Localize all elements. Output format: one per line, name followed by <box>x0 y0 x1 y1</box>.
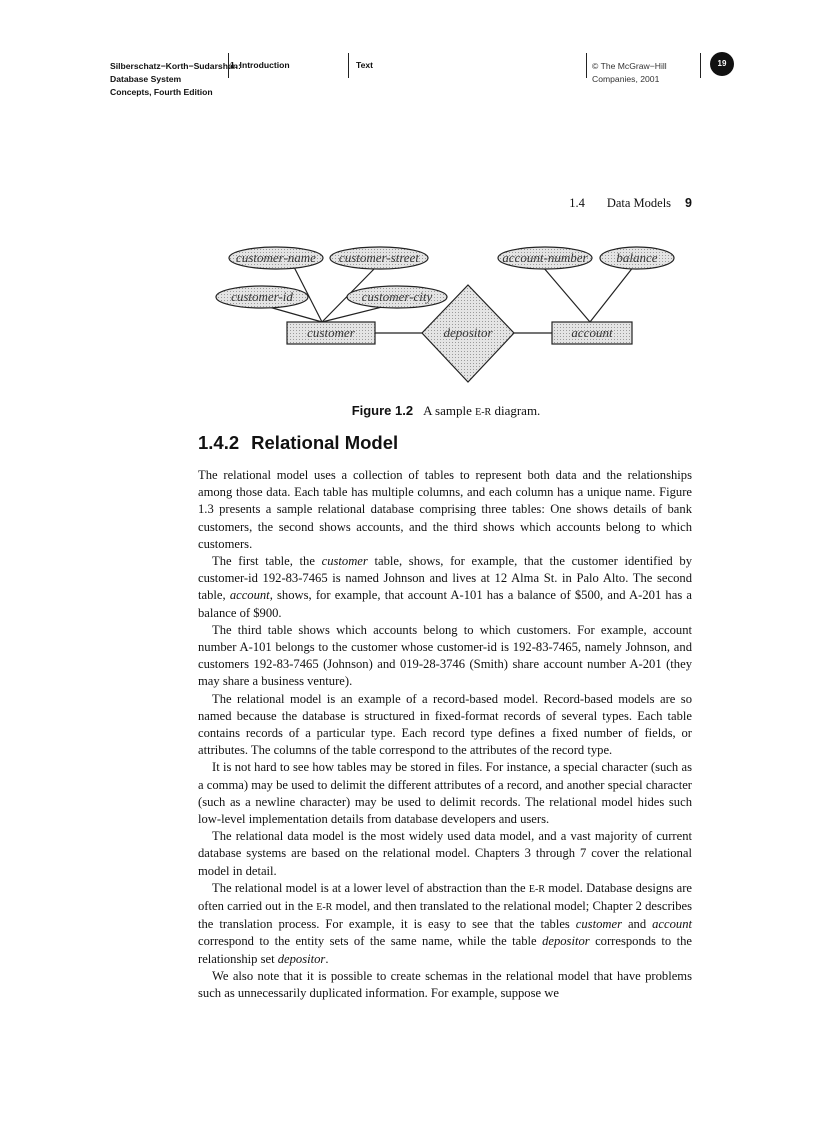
label-customer: customer <box>307 325 355 340</box>
p7-text-c: model, and then translated to the relational model; Chapter 2 describes the translation process. For example, it is easy to see that the tables <box>198 899 692 932</box>
p7-text-a: The relational model is at a lower level of abstraction than the <box>212 880 529 895</box>
paragraph-4: The relational model is an example of a record-based model. Record-based models are so named because the database is structured in fixed-format records of several types. Each table contains records of a particular type. Each record type defines a fixed number of fields, or attributes. The columns of the table correspond to the attributes of the record type. <box>198 691 692 758</box>
publisher-line-2: Companies, 2001 <box>592 74 660 84</box>
p7-sc-2: E-R <box>316 902 333 914</box>
section-heading <box>198 432 398 454</box>
figure-caption <box>200 403 692 419</box>
paragraph-8: We also note that it is possible to create schemas in the relational model that have problems such as unnecessarily duplicated information. For example, suppose we <box>198 968 692 1001</box>
p2-text-a: The first table, the <box>212 554 322 569</box>
page-header <box>110 53 700 101</box>
book-title <box>110 53 241 97</box>
chapter-label: 1. Introduction <box>230 53 349 78</box>
label-account: account <box>571 325 613 340</box>
page-number-badge: 19 <box>710 52 734 76</box>
content-type-label: Text <box>356 53 587 78</box>
book-line-3: Concepts, Fourth Edition <box>110 87 213 97</box>
p7-text-b: model. Database designs are often carried out in the <box>198 880 692 914</box>
p7-italic-customer: customer <box>575 917 622 932</box>
p7-sc-1: E-R <box>528 883 545 895</box>
book-line-1: Silberschatz−Korth−Sudarshan: <box>110 61 241 71</box>
p7-italic-account: account <box>652 917 692 932</box>
paragraph-2 <box>198 553 692 622</box>
running-head-page: 9 <box>685 196 692 210</box>
label-depositor: depositor <box>443 325 493 340</box>
p7-italic-depositor: depositor <box>542 934 590 949</box>
figure-text-a: A sample <box>423 403 476 418</box>
label-balance: balance <box>616 250 658 265</box>
p2-text-c: , shows, for example, that account A-101 has a balance of $500, and A-201 has a balance of $900. <box>198 588 692 620</box>
paragraph-7 <box>198 880 692 968</box>
paragraph-3: The third table shows which accounts belong to which customers. For example, account number A-101 belongs to the customer whose customer-id is 192-83-7465, namely Johnson, and customers 192-83-7465 (Johnson) and 019-28-3746 (Smith) share account number A-201 (they may share a business venture). <box>198 622 692 689</box>
running-head-title: Data Models <box>606 196 672 210</box>
p2-italic-account: account <box>229 588 270 603</box>
figure-text-b: diagram. <box>491 403 541 418</box>
p2-text-b: table, shows, for example, that the customer identified by customer-id 192-83-7465 is named Johnson and lives at 12 Alma St. in Palo Alto. The second table, <box>198 554 693 603</box>
p7-text-f: corresponds to the relationship set <box>198 934 693 966</box>
paragraph-1: The relational model uses a collection of tables to represent both data and the relationships among those data. Each table has multiple columns, and each column has a unique name. Figure 1.3 presents a sample relational database comprising three tables: One shows details of bank customers, the second shows accounts, and the third shows which accounts belong to which customers. <box>198 468 692 551</box>
er-diagram <box>200 240 692 390</box>
paragraph-5: It is not hard to see how tables may be stored in files. For instance, a special character (such as a comma) may be used to delimit the different attributes of a record, and another special character (such as a newline character) may be used to delimit records. The relational model hides such low-level implementation details from database developers and users. <box>198 760 692 827</box>
body-text <box>198 467 692 1002</box>
section-title: Relational Model <box>251 432 399 453</box>
p7-text-d: and <box>621 917 653 932</box>
label-customer-name: customer-name <box>236 250 316 265</box>
p2-italic-customer: customer <box>321 554 368 569</box>
label-customer-id: customer-id <box>231 289 293 304</box>
label-account-number: account-number <box>502 250 588 265</box>
running-head-section: 1.4 <box>569 196 585 210</box>
p7-text-e: correspond to the entity sets of the same name, while the table <box>198 934 543 949</box>
book-line-2: Database System <box>110 74 182 84</box>
publisher-line-1: © The McGraw−Hill <box>592 61 667 71</box>
section-number: 1.4.2 <box>198 432 240 453</box>
figure-text-sc: E-R <box>475 407 492 418</box>
p7-text-g: . <box>325 951 329 966</box>
paragraph-6: The relational data model is the most widely used data model, and a vast majority of current database systems are based on the relational model. Chapters 3 through 7 cover the relational model in detail. <box>198 829 692 878</box>
figure-label: Figure 1.2 <box>351 403 414 418</box>
label-customer-city: customer-city <box>361 289 433 304</box>
label-customer-street: customer-street <box>338 250 420 265</box>
p7-italic-depositor-2: depositor <box>277 951 326 966</box>
running-head <box>198 196 692 211</box>
publisher <box>592 53 701 84</box>
